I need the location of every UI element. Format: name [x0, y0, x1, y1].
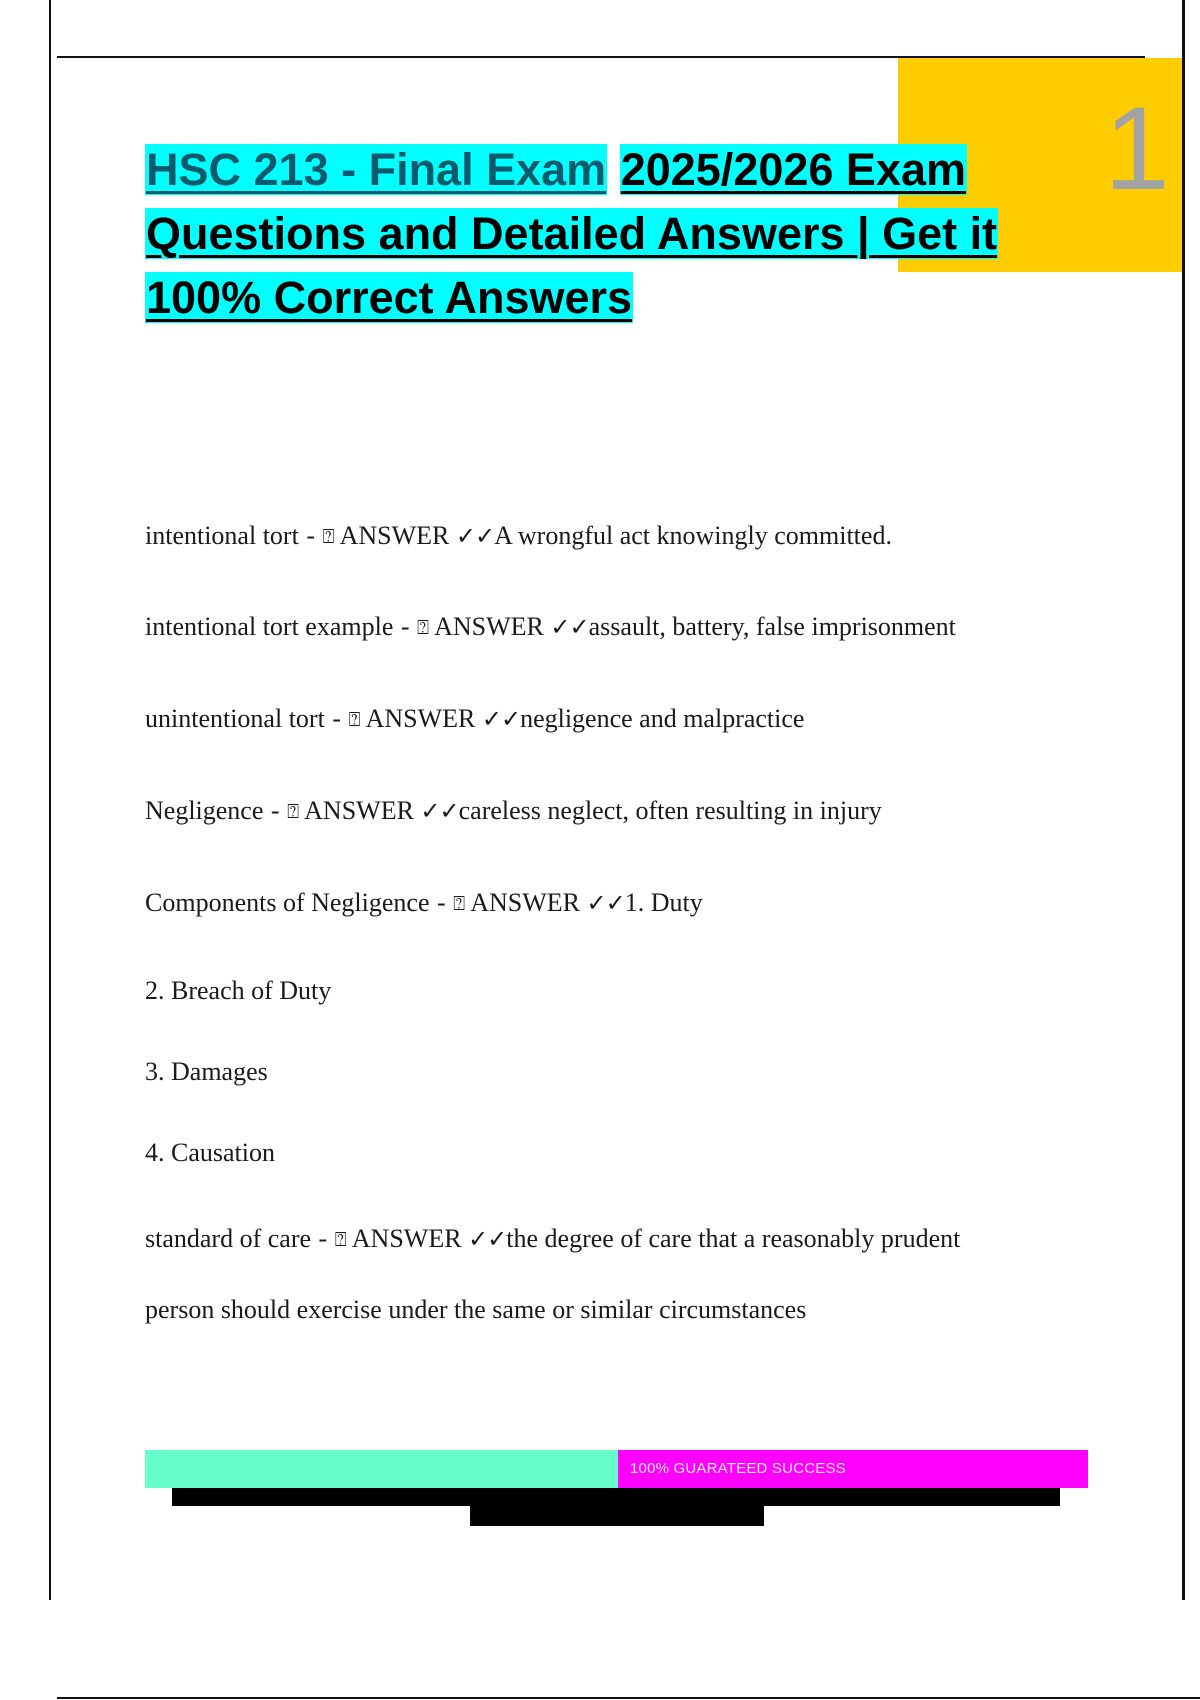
footer-black-tab	[470, 1505, 764, 1526]
qa-term: Components of Negligence	[145, 888, 430, 917]
double-check-icon: ✓✓	[586, 889, 625, 917]
title-course: HSC 213 - Final Exam	[146, 144, 607, 195]
qa-entry	[145, 794, 1065, 828]
missing-glyph-icon: ⍰	[348, 707, 361, 731]
qa-answer: the degree of care that a reasonably prudent	[506, 1224, 961, 1253]
answer-label: ANSWER	[351, 1224, 462, 1253]
footer-black-bar	[172, 1488, 1060, 1506]
qa-entry	[145, 610, 1065, 644]
right-border	[1182, 0, 1185, 1600]
answer-label: ANSWER	[365, 704, 476, 733]
qa-dash: -	[332, 704, 341, 733]
list-item: 4. Causation	[145, 1138, 275, 1167]
page-number: 1	[1104, 83, 1170, 215]
title-line-3: 100% Correct Answers	[146, 272, 633, 323]
answer-label: ANSWER	[434, 612, 544, 641]
missing-glyph-icon: ⍰	[287, 799, 300, 823]
qa-entry	[145, 519, 1065, 553]
qa-answer: A wrongful act knowingly committed.	[494, 521, 892, 550]
answer-label: ANSWER	[470, 888, 581, 917]
left-border	[49, 0, 51, 1600]
qa-term: intentional tort example	[145, 612, 394, 641]
qa-answer: 1. Duty	[624, 888, 703, 917]
qa-dash: -	[437, 888, 446, 917]
missing-glyph-icon: ⍰	[334, 1227, 347, 1251]
qa-entry	[145, 702, 1065, 736]
missing-glyph-icon: ⍰	[322, 524, 335, 548]
qa-term: intentional tort	[145, 521, 299, 550]
footer-band-left	[145, 1450, 618, 1488]
list-item: 2. Breach of Duty	[145, 976, 332, 1005]
qa-dash: -	[270, 796, 280, 825]
answer-label: ANSWER	[304, 796, 414, 825]
qa-term: unintentional tort	[145, 704, 325, 733]
double-check-icon: ✓✓	[481, 705, 521, 733]
double-check-icon: ✓✓	[420, 797, 459, 825]
missing-glyph-icon: ⍰	[453, 891, 466, 915]
missing-glyph-icon: ⍰	[417, 615, 430, 639]
double-check-icon: ✓✓	[468, 1225, 507, 1253]
qa-term: standard of care	[145, 1224, 312, 1253]
title-year: 2025/2026 Exam	[620, 144, 967, 195]
list-item: 3. Damages	[145, 1057, 268, 1086]
qa-answer: negligence and malpractice	[520, 704, 805, 733]
qa-entry	[145, 1222, 1065, 1256]
qa-dash: -	[400, 612, 410, 641]
double-check-icon: ✓✓	[455, 522, 495, 550]
qa-dash: -	[306, 521, 315, 550]
qa-answer: assault, battery, false imprisonment	[588, 612, 956, 641]
title-line-2: Questions and Detailed Answers | Get it	[146, 208, 998, 259]
qa-answer: careless neglect, often resulting in injury	[458, 796, 882, 825]
double-check-icon: ✓✓	[550, 613, 589, 641]
qa-entry	[145, 886, 1065, 920]
qa-term: Negligence	[145, 796, 264, 825]
document-title	[145, 138, 1075, 330]
bottom-rule	[57, 1697, 1200, 1699]
footer-tagline: 100% GUARATEED SUCCESS	[630, 1460, 846, 1477]
answer-label: ANSWER	[339, 521, 450, 550]
answer-continuation: person should exercise under the same or similar circumstances	[145, 1295, 807, 1324]
qa-dash: -	[318, 1224, 328, 1253]
